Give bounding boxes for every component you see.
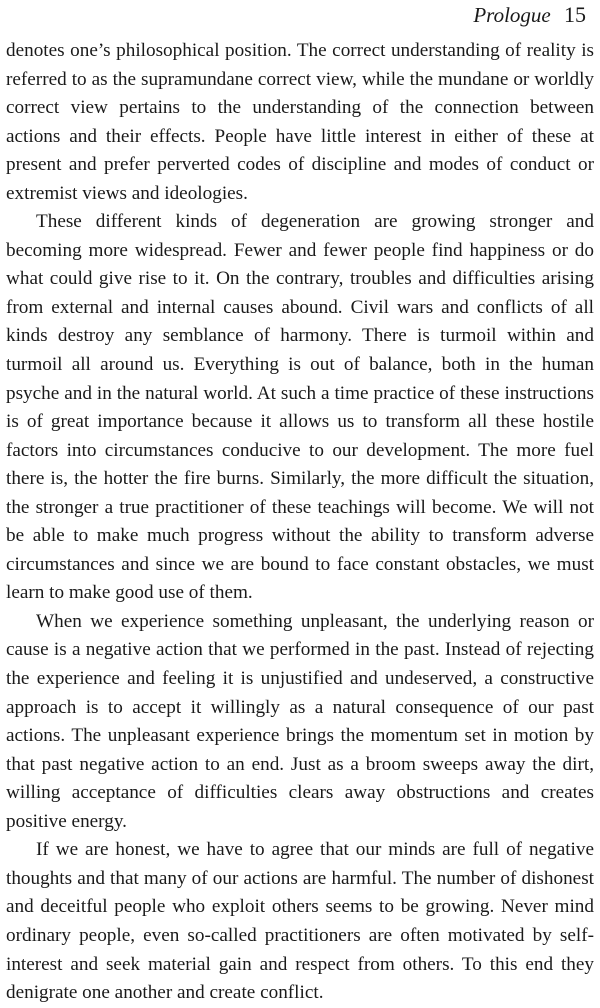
paragraph: These different kinds of degeneration are growing stronger and becoming more widespread. Fewer and fewer people find happiness or do what could give rise to it. On the contrary, troubles and difficulties arising from external and internal causes abound. Civil wars and conflicts of all kinds destroy any semblance of harmony. There is turmoil within and turmoil all around us. Everything is out of balance, both in the human psyche and in the natural world. At such a time practice of these instructions is of great importance because it allows us to transform all these hostile factors into circumstances conducive to our development. The more fuel there is, the hotter the fire burns. Similarly, the more difficult the situation, the stronger a true practitioner of these teachings will become. We will not be able to make much progress without the ability to transform adverse circumstances and since we are bound to face constant obstacles, we must learn to make good use of them. (6, 211, 594, 604)
paragraph: If we are honest, we have to agree that our minds are full of negative thoughts and that many of our actions are harmful. The number of dishonest and deceitful people who exploit others seems to be growing. Never mind ordinary people, even so-called practitioners are often motivated by self-interest and seek material gain and respect from others. To this end they denigrate one another and create conflict. (6, 839, 594, 1004)
paragraph: When we experience something unpleasant, the underlying reason or cause is a negative action that we performed in the past. Instead of rejecting the experience and feeling it is unjustified and undeserved, a constructive approach is to accept it willingly as a natural consequence of our past actions. The unpleasant experience brings the momentum set in motion by that past negative action to an end. Just as a broom sweeps away the dirt, willing acceptance of difficulties clears away obstructions and creates positive energy. (6, 610, 594, 832)
section-title: Prologue (473, 3, 551, 27)
running-head (473, 2, 586, 28)
page-number: 15 (564, 2, 586, 27)
body-text (6, 37, 594, 1008)
paragraph-continuation: denotes one’s philosophical position. The correct understanding of reality is referred to as the supramundane correct view, while the mundane or worldly correct view pertains to the understanding of the connection between actions and their effects. People have little interest in either of these at present and prefer perverted codes of discipline and modes of conduct or extremist views and ideologies. (6, 40, 594, 204)
